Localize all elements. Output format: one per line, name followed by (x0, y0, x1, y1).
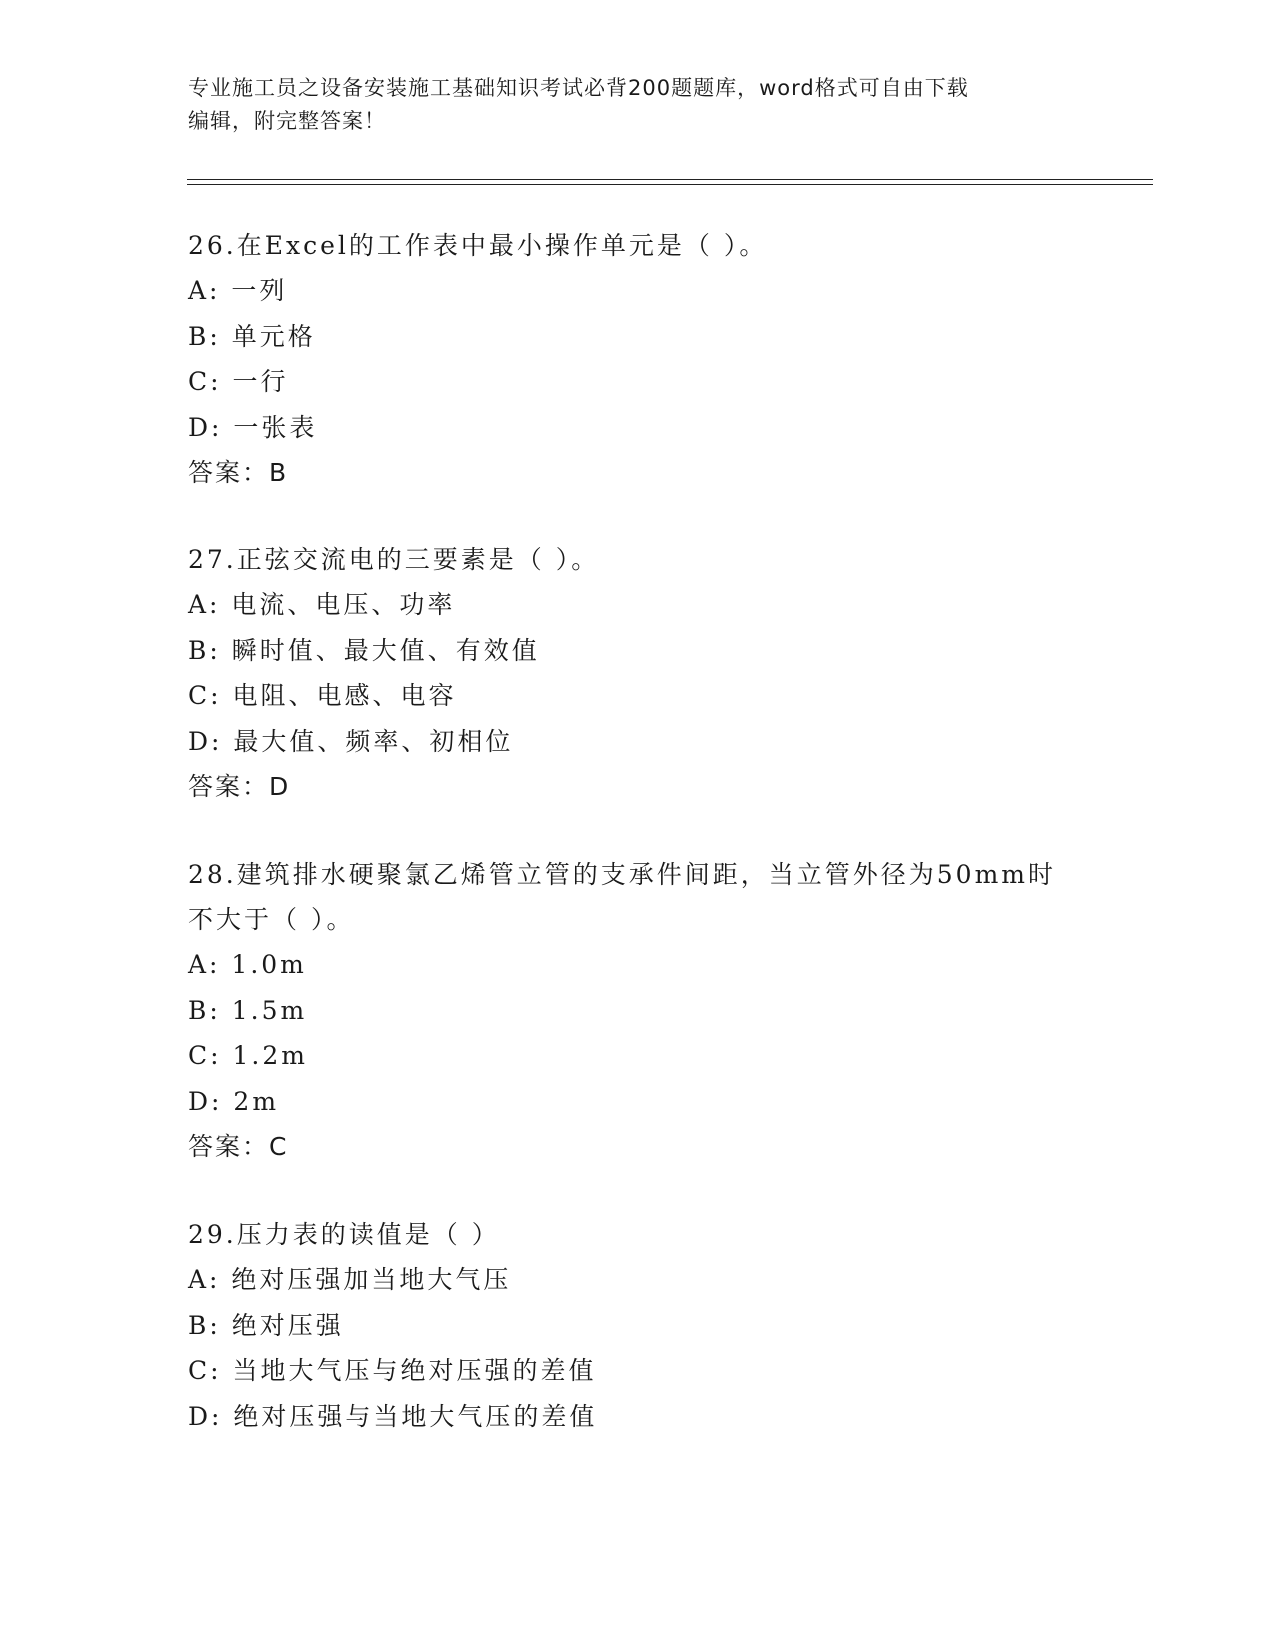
option-b: B: 单元格 (188, 321, 316, 351)
header-divider-top (187, 179, 1153, 180)
document-header (188, 72, 1088, 138)
option-a: A: 电流、电压、功率 (188, 590, 456, 619)
option-c: C: 电阻、电感、电容 (188, 681, 457, 710)
answer-line: 答案：C (188, 1132, 289, 1161)
question-29 (188, 1212, 1088, 1439)
option-a: A: 绝对压强加当地大气压 (188, 1265, 512, 1294)
header-divider-bottom (187, 184, 1153, 185)
option-b: B: 1.5m (188, 995, 308, 1025)
option-b: B: 绝对压强 (188, 1310, 344, 1340)
option-a: A: 一列 (188, 276, 288, 305)
answer-line: 答案：B (188, 458, 289, 487)
question-stem: 28.建筑排水硬聚氯乙烯管立管的支承件间距，当立管外径为50mm时 (188, 860, 1056, 889)
option-b: B: 瞬时值、最大值、有效值 (188, 635, 540, 665)
question-27 (188, 537, 1088, 809)
header-title-line-1: 专业施工员之设备安装施工基础知识考试必背200题题库，word格式可自由下载 (188, 76, 969, 100)
option-c: C: 1.2m (188, 1041, 308, 1070)
option-c: C: 当地大气压与绝对压强的差值 (188, 1356, 597, 1385)
question-26 (188, 223, 1088, 495)
option-d: D: 最大值、频率、初相位 (188, 726, 514, 756)
question-stem: 26.在Excel的工作表中最小操作单元是（ ）。 (188, 231, 768, 260)
option-a: A: 1.0m (188, 950, 307, 979)
option-c: C: 一行 (188, 367, 289, 396)
header-title-line-2: 编辑，附完整答案！ (188, 109, 386, 133)
option-d: D: 一张表 (188, 412, 318, 442)
question-stem: 29.压力表的读值是（ ） (188, 1220, 500, 1249)
question-stem-continuation: 不大于（ ）。 (188, 905, 355, 934)
option-d: D: 绝对压强与当地大气压的差值 (188, 1401, 598, 1431)
question-28 (188, 852, 1088, 1169)
option-d: D: 2m (188, 1086, 280, 1116)
answer-line: 答案：D (188, 772, 291, 801)
question-stem: 27.正弦交流电的三要素是（ ）。 (188, 545, 600, 574)
